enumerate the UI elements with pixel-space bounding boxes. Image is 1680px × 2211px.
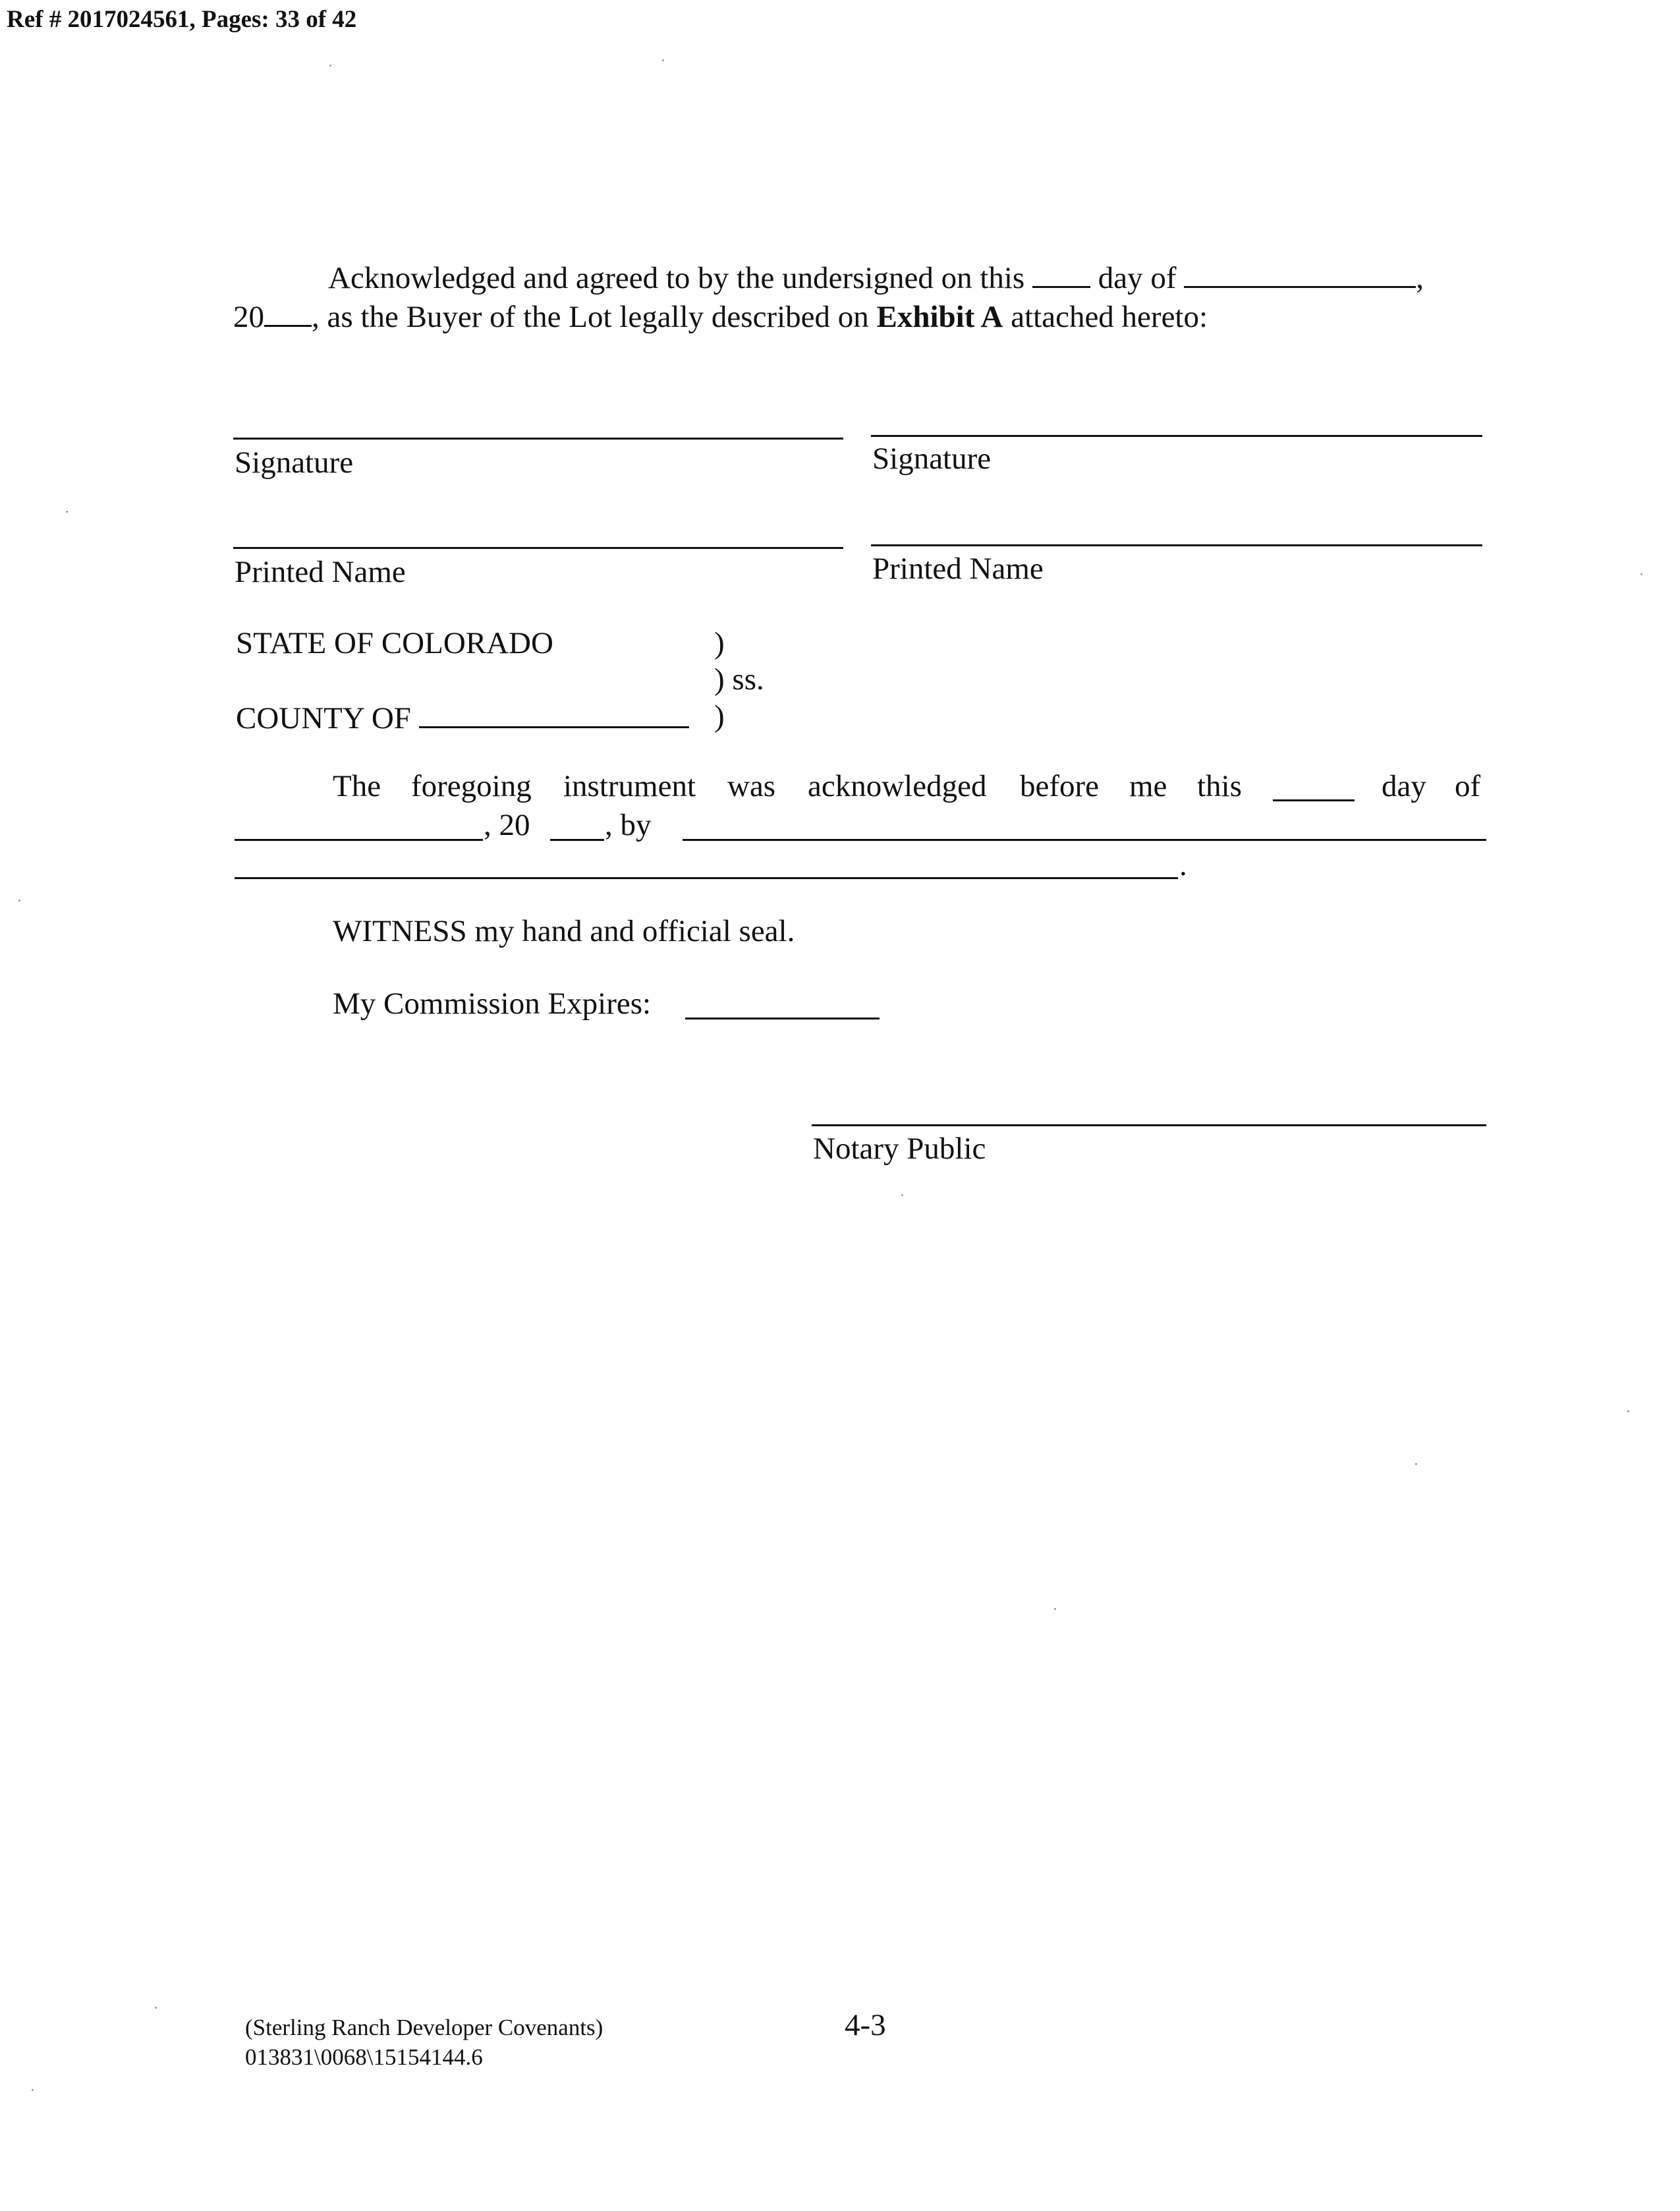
exhibit-a-reference: Exhibit A (876, 300, 1003, 334)
ack-line2-end: attached hereto: (1011, 300, 1208, 334)
notary-by-blank[interactable] (683, 839, 1486, 841)
left-printed-name-label: Printed Name (235, 555, 406, 589)
commission-expires-blank[interactable] (685, 1018, 880, 1019)
left-signature-line[interactable] (233, 438, 843, 440)
right-signature-line[interactable] (871, 435, 1482, 437)
scan-speck (1415, 1463, 1417, 1465)
notary-public-signature-line[interactable] (812, 1124, 1486, 1126)
venue-paren-top: ) (714, 626, 725, 660)
commission-expires-label: My Commission Expires: (333, 987, 652, 1021)
notary-word-was: was (727, 769, 776, 803)
notary-word-of: of (1455, 769, 1481, 803)
scan-speck (1054, 1608, 1056, 1610)
scan-speck (1627, 1410, 1629, 1412)
footer-page-number: 4-3 (845, 2008, 886, 2042)
acknowledgment-line-2 (233, 300, 1208, 333)
venue-paren-ss: ) ss. (714, 662, 764, 697)
right-signature-label: Signature (872, 442, 992, 476)
notary-year-prefix: , 20 (484, 808, 530, 842)
notary-year-blank[interactable] (550, 839, 604, 841)
notary-word-foregoing: foregoing (411, 769, 532, 803)
scan-speck (1640, 573, 1642, 575)
ack-line1-start: Acknowledged and agreed to by the undersigned on this (328, 261, 1025, 295)
county-blank[interactable] (419, 701, 689, 728)
right-printed-name-label: Printed Name (872, 552, 1044, 586)
notary-day-blank[interactable] (1273, 799, 1355, 801)
left-printed-name-line[interactable] (233, 547, 843, 549)
notary-word-instrument: instrument (563, 769, 696, 803)
scan-speck (662, 59, 664, 61)
notary-word-the: The (333, 769, 381, 803)
footer-document-title: (Sterling Ranch Developer Covenants) (245, 2015, 603, 2040)
scan-speck (66, 511, 68, 513)
footer-document-number: 013831\0068\15154144.6 (245, 2044, 483, 2070)
notary-word-before: before (1020, 769, 1100, 803)
notary-name-continuation-blank[interactable] (235, 877, 1178, 879)
scan-speck (901, 1194, 903, 1196)
ack-year-blank[interactable] (264, 300, 312, 327)
venue-paren-bottom: ) (714, 699, 725, 733)
acknowledgment-line-1 (328, 261, 1424, 294)
notary-word-me: me (1129, 769, 1167, 803)
ack-line2-mid: , as the Buyer of the Lot legally described on (312, 300, 869, 334)
notary-word-day: day (1382, 769, 1426, 803)
notary-by-label: , by (605, 808, 652, 842)
ack-line1-comma: , (1416, 261, 1424, 295)
county-of-line (236, 701, 689, 734)
state-of-colorado: STATE OF COLORADO (236, 626, 553, 660)
document-reference-header: Ref # 2017024561, Pages: 33 of 42 (7, 6, 357, 33)
scan-speck (329, 65, 331, 67)
ack-day-of: day of (1098, 261, 1177, 295)
scan-speck (32, 2089, 34, 2091)
witness-statement: WITNESS my hand and official seal. (333, 914, 795, 948)
left-signature-label: Signature (235, 445, 354, 480)
county-of-label: COUNTY OF (236, 701, 411, 735)
ack-year-prefix: 20 (233, 300, 264, 334)
right-printed-name-line[interactable] (871, 544, 1482, 546)
notary-word-this: this (1197, 769, 1242, 803)
notary-word-acknowledged: acknowledged (808, 769, 987, 803)
scan-speck (18, 900, 20, 902)
notary-period: . (1179, 848, 1187, 882)
ack-month-blank[interactable] (1184, 261, 1416, 288)
notary-public-label: Notary Public (813, 1132, 986, 1166)
ack-day-blank[interactable] (1032, 261, 1090, 288)
scan-speck (155, 2007, 157, 2009)
notary-month-blank[interactable] (235, 839, 483, 841)
